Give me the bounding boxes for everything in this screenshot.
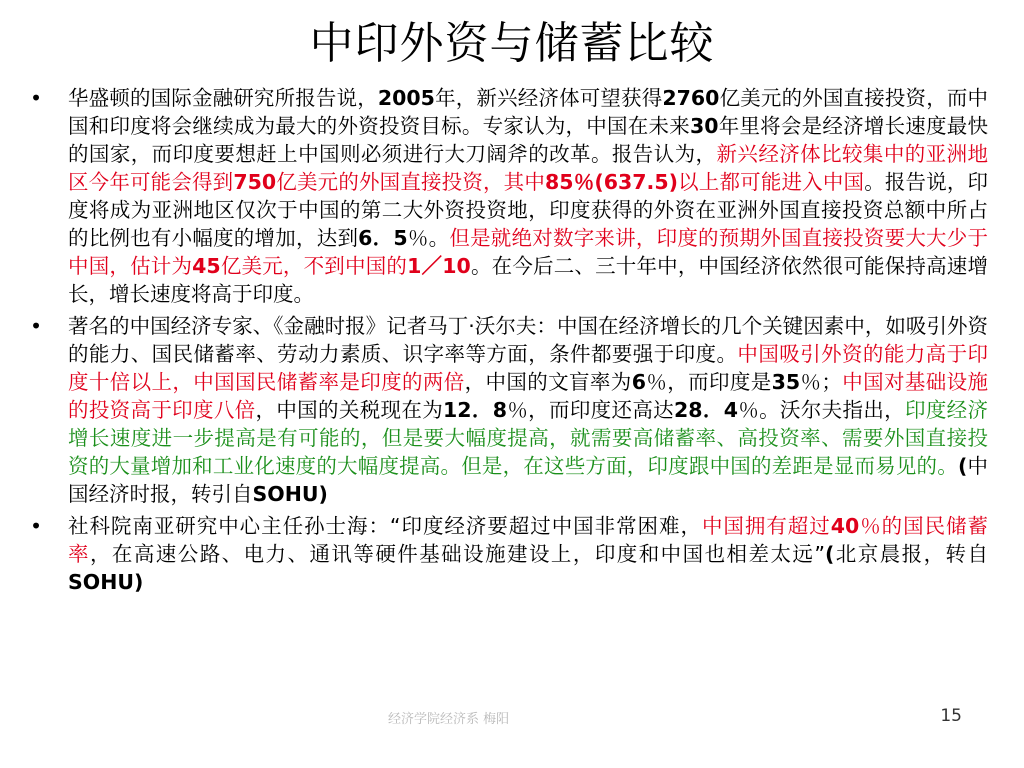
- text-run: 。报告说，印度将成为亚洲地区仅次于中国的第二大外资投资地，印度获得的外资在亚洲外国直接投资总额中所占的比例也有小幅度的增加，达到: [68, 170, 989, 250]
- text-run: ，在高速公路、电力、通讯等硬件基础设施建设上，印度和中国也相差太远”: [89, 542, 825, 566]
- bullet-item: [26, 312, 988, 508]
- text-run: ％。: [407, 226, 450, 250]
- text-run: 北京晨报，转自: [834, 542, 989, 566]
- highlight-red-number: 1／10: [407, 254, 471, 278]
- highlight-red-run: 亿美元的外国直接投资，其中: [276, 170, 546, 194]
- bullet-item: [26, 84, 988, 308]
- text-run: ％；: [800, 370, 842, 394]
- highlight-red-run: 中国拥有超过: [701, 514, 831, 538]
- text-run: 亿美元的外国直接投资，而中国和印度将会继续成为最大的外资投资目标。专家认为，中国在未来: [68, 86, 989, 138]
- text-run: 年里将会是经济增长速度最快的国家，而印度要想赶上中国则必须进行大刀阔斧的改革。报告认为，: [68, 114, 988, 166]
- highlight-red-number: 85％(637.5): [545, 170, 678, 194]
- highlight-green-run: 印度经济增长速度进一步提高是有可能的，但是要大幅度提高，就需要高储蓄率、高投资率、需要外国直接投资的大量增加和工业化速度的大幅度提高。但是，在这些方面，印度跟中国的差距是显而易见的。: [68, 398, 989, 478]
- number-run: 2760: [662, 86, 720, 110]
- text-run: ％，而印度是: [645, 370, 772, 394]
- number-run: SOHU): [68, 570, 144, 594]
- number-run: (: [824, 542, 835, 566]
- text-run: ％。沃尔夫指出，: [737, 398, 905, 422]
- highlight-red-run: 中国吸引外资的能力高于印度十倍以上，中国国民储蓄率是印度的两倍: [68, 342, 989, 394]
- highlight-red-run: ％的国民储蓄率: [68, 514, 988, 566]
- bullet-marker: •: [29, 514, 43, 538]
- number-run: 12．8: [443, 398, 507, 422]
- highlight-red-number: 40: [830, 514, 860, 538]
- text-run: 年，新兴经济体可望获得: [434, 86, 663, 110]
- highlight-red-run: 但是就绝对数字来讲，印度的预期外国直接投资要大大少于中国，估计为: [68, 226, 989, 278]
- number-run: 6．5: [358, 226, 408, 250]
- number-run: 2005: [377, 86, 435, 110]
- text-run: 中国经济时报，转引自: [68, 454, 989, 506]
- bullet-marker: •: [29, 86, 43, 110]
- text-run: 著名的中国经济专家、《金融时报》记者马丁·沃尔夫：中国在经济增长的几个关键因素中，如吸引外资的能力、国民储蓄率、劳动力素质、识字率等方面，条件都要强于印度。: [68, 314, 988, 366]
- highlight-red-run: 中国对基础设施的投资高于印度八倍: [68, 370, 989, 422]
- page-number: 15: [940, 706, 962, 726]
- number-run: 6: [631, 370, 646, 394]
- text-run: 。在今后二、三十年中，中国经济依然很可能保持高速增长，增长速度将高于印度。: [68, 254, 988, 306]
- text-run: ，中国的关税现在为: [255, 398, 444, 422]
- number-run: 30: [689, 114, 719, 138]
- number-run: 35: [771, 370, 801, 394]
- footer-text: 经济学院经济系 梅阳: [388, 712, 510, 727]
- highlight-red-run: 新兴经济体比较集中的亚洲地区今年可能会得到: [68, 142, 989, 194]
- number-run: 28．4: [674, 398, 738, 422]
- number-run: SOHU): [252, 482, 328, 506]
- text-run: 华盛顿的国际金融研究所报告说，: [68, 86, 378, 110]
- text-run: ％，而印度还高达: [507, 398, 675, 422]
- slide-title: 中印外资与储蓄比较: [309, 18, 715, 69]
- bullet-marker: •: [29, 314, 43, 338]
- bullet-item: [26, 512, 988, 596]
- highlight-red-number: 45: [192, 254, 221, 278]
- text-run: ，中国的文盲率为: [464, 370, 632, 394]
- highlight-red-run: 以上都可能进入中国: [677, 170, 865, 194]
- highlight-red-number: 750: [233, 170, 277, 194]
- number-run: (: [957, 454, 968, 478]
- bullet-list: [26, 84, 988, 600]
- text-run: 社科院南亚研究中心主任孙士海：“印度经济要超过中国非常困难，: [68, 514, 702, 538]
- highlight-red-run: 亿美元，不到中国的: [220, 254, 408, 278]
